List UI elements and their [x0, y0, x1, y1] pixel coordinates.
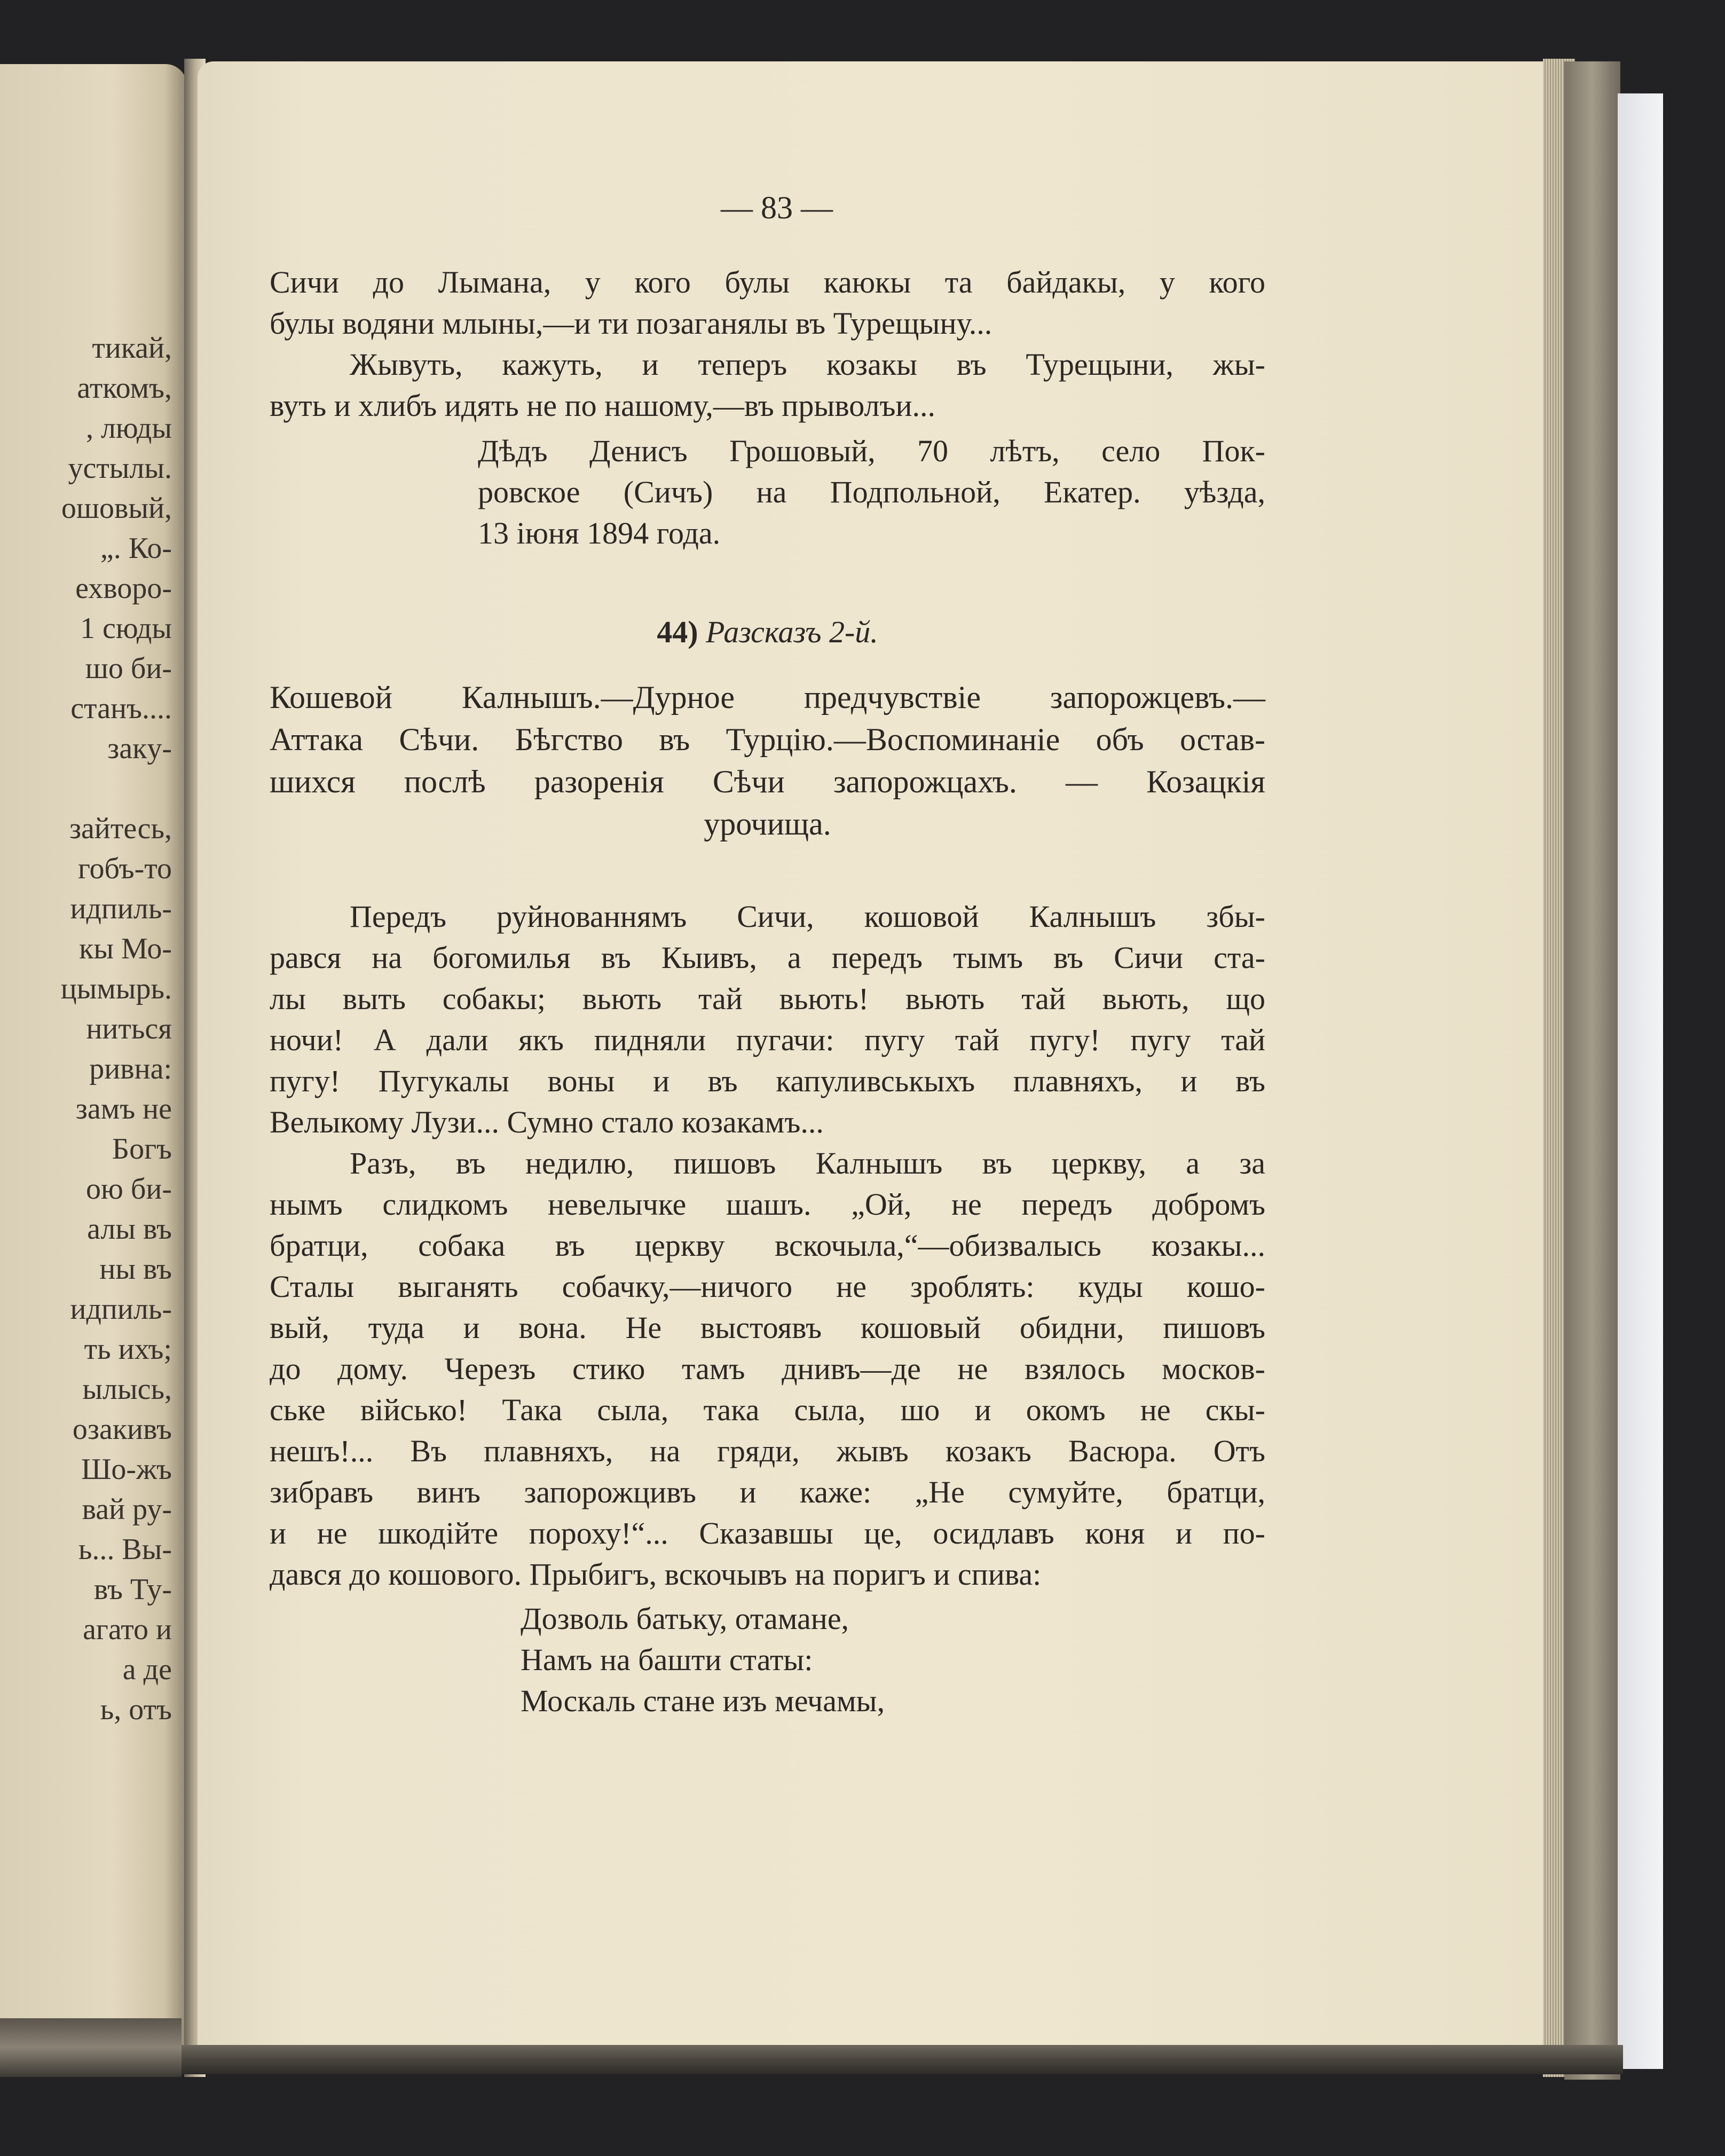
left-page-line: замъ не — [75, 1092, 172, 1126]
left-page-line: зайтесь, — [69, 812, 172, 845]
left-page-line: ниться — [86, 1012, 172, 1045]
signature-line: Дѣдъ Денисъ Грошовый, 70 лѣтъ, село Пок- — [478, 434, 1265, 468]
text-line: нешъ!... Въ плавняхъ, на гряди, жывъ козакъ Васюра. Отъ — [270, 1434, 1265, 1468]
text-line: Разъ, въ недилю, пишовъ Калнышъ въ церкву, а за — [350, 1146, 1265, 1181]
left-page-line: устылы. — [68, 452, 172, 485]
text-line: пугу! Пугукалы воны и въ капуливськыхъ плавняхъ, и въ — [270, 1064, 1265, 1098]
left-page-line: ою би- — [86, 1173, 172, 1206]
page-body — [270, 176, 1265, 1721]
left-page-line: 1 сюды — [80, 612, 172, 645]
book-cover-edge — [1564, 61, 1620, 2080]
text-line: ське військо! Така сыла, така сыла, шо и окомъ не скы- — [270, 1392, 1265, 1427]
heading-number: 44) — [657, 615, 698, 649]
paragraph-3 — [270, 1143, 1265, 1595]
left-page-line: станъ.... — [70, 692, 172, 725]
verse — [521, 1598, 1265, 1721]
text-line: братци, собака въ церкву вскочыла,“—обизвалысь козакы... — [270, 1228, 1265, 1263]
left-page-line: агато и — [83, 1613, 172, 1646]
signature-line: 13 іюня 1894 года. — [478, 516, 721, 550]
page-number: — 83 — — [721, 190, 833, 225]
left-page-line: закy- — [107, 732, 172, 765]
text-line: Сталы выганять собачку,—ничого не зроблять: куды кошо- — [270, 1269, 1265, 1304]
text-line: зибравъ винъ запорожцивъ и каже: „Не сумуйте, братци, — [270, 1475, 1265, 1509]
left-page-line: идпиль- — [70, 1293, 172, 1326]
left-page-line: Богъ — [112, 1132, 172, 1166]
section-summary — [270, 676, 1265, 845]
continuation-paragraph — [270, 262, 1265, 344]
left-page-line: въ Ту- — [93, 1573, 172, 1606]
text-line: нымъ слидкомъ невелычке шашъ. „Ой, не передъ добромъ — [270, 1187, 1265, 1222]
left-page-line: Шо-жъ — [81, 1453, 172, 1486]
paragraph-1 — [270, 344, 1265, 426]
summary-line: Аттака Сѣчи. Бѣгство въ Турцію.—Воспоминаніе объ остав- — [270, 722, 1265, 757]
left-book-edge — [0, 2018, 182, 2077]
summary-line: шихся послѣ разоренія Сѣчи запорожцахъ. — Козацкія — [270, 764, 1265, 799]
book-bottom-edge — [182, 2045, 1623, 2074]
left-page-line: озакивъ — [72, 1413, 172, 1446]
text-line: Передъ руйнованнямъ Сичи, кошовой Калнышъ збы- — [350, 899, 1265, 934]
text-line: вуть и хлибъ идять не по нашому,—въ прыволъи... — [270, 388, 935, 423]
text-line: лы выть собакы; вьють тай вьють! вьють тай вьють, що — [270, 981, 1265, 1016]
scan-white-strip — [1618, 93, 1663, 2069]
summary-line: Кошевой Калнышъ.—Дурное предчувствіе запорожцевъ.— — [270, 680, 1265, 715]
left-page-line: ны въ — [99, 1253, 172, 1286]
left-page-text — [17, 328, 172, 1730]
left-page-line: ть ихъ; — [84, 1333, 172, 1366]
text-line: до дому. Черезъ стико тамъ днивъ—де не взялось москов- — [270, 1351, 1265, 1386]
text-line: дався до кошового. Прыбигъ, вскочывъ на поригъ и спива: — [270, 1557, 1042, 1592]
left-page — [0, 64, 187, 2072]
left-page-line: цымырь. — [60, 972, 172, 1005]
text-line: и не шкодійте пороху!“... Сказавшы це, осидлавъ коня и по- — [270, 1516, 1265, 1551]
paragraph-2 — [270, 896, 1265, 1143]
text-line: Жывуть, кажуть, и теперъ козакы въ Турещыни, жы- — [350, 347, 1265, 382]
text-line: Велыкому Лузи... Сумно стало козакамъ... — [270, 1105, 824, 1139]
left-page-line: аткомъ, — [77, 372, 172, 405]
left-page-line: ошовый, — [61, 492, 172, 525]
text-line: Сичи до Лымана, у кого булы каюкы та байдакы, у кого — [270, 265, 1265, 300]
text-line: булы водяни млыны,—и ти позаганялы въ Турещыну... — [270, 306, 993, 341]
section-heading — [270, 611, 1265, 652]
left-page-line: , люды — [85, 412, 172, 445]
summary-line: урочища. — [704, 806, 831, 841]
left-page-line: гобъ-то — [77, 852, 172, 885]
text-line: рався на богомилья въ Кыивъ, а передъ тымъ въ Сичи ста- — [270, 940, 1265, 975]
left-page-line: ехворо- — [75, 572, 172, 605]
text-line: ночи! А дали якъ пидняли пугачи: пугу тай пугу! пугу тай — [270, 1022, 1265, 1057]
text-line: вый, туда и вона. Не выстоявъ кошовый обидни, пишовъ — [270, 1310, 1265, 1345]
left-page-line: идпиль- — [70, 892, 172, 925]
verse-line: Намъ на башти статы: — [521, 1642, 813, 1677]
left-page-line: ылысь, — [82, 1373, 172, 1406]
left-page-line: „. Ко- — [100, 532, 172, 565]
left-page-line: ь... Вы- — [78, 1533, 172, 1566]
signature-line: ровское (Сичъ) на Подпольной, Екатер. уѣзда, — [478, 475, 1265, 509]
left-page-line: шо би- — [85, 652, 172, 685]
left-page-line: ривна: — [89, 1052, 172, 1085]
verse-line: Москаль стане изъ мечамы, — [521, 1683, 885, 1718]
left-page-line: алы въ — [87, 1213, 172, 1246]
left-page-line: вай ру- — [82, 1493, 172, 1526]
left-page-line: а де — [122, 1653, 172, 1686]
heading-title: Разсказъ 2-й. — [706, 615, 878, 649]
signature — [270, 430, 1265, 554]
left-page-line: ь, отъ — [100, 1693, 172, 1726]
left-page-line: кы Мо- — [79, 932, 172, 965]
left-page-line: тикай, — [92, 332, 172, 365]
left-page-line — [17, 769, 172, 809]
verse-line: Дозволь батьку, отамане, — [521, 1601, 849, 1636]
